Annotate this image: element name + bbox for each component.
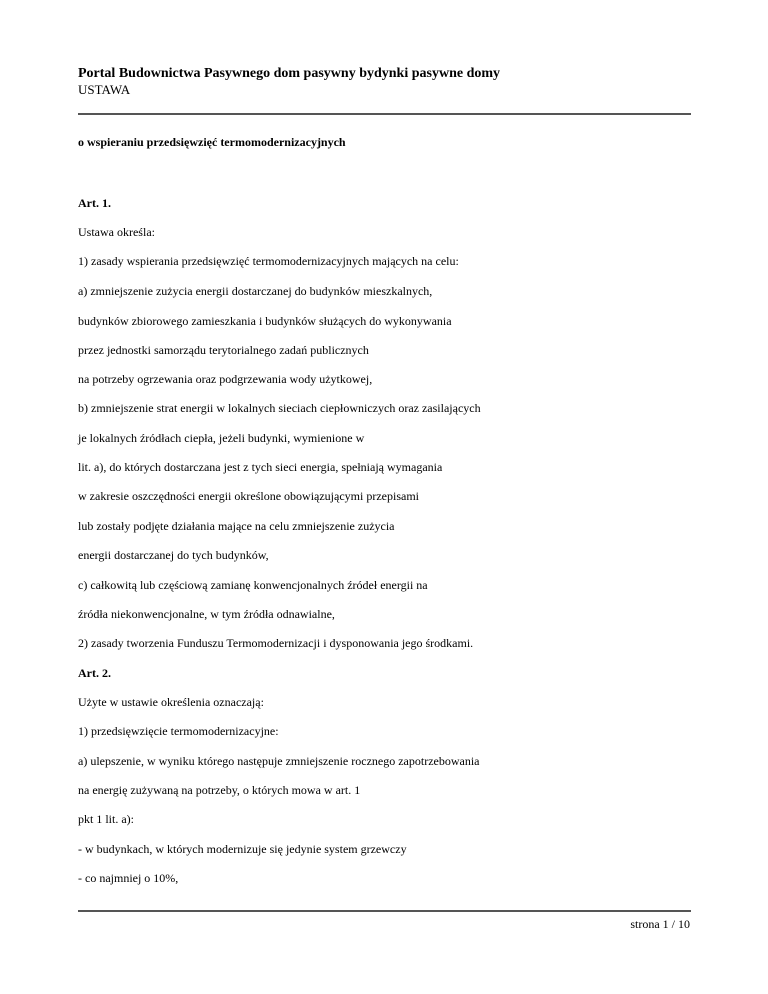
- header-subtitle: USTAWA: [78, 82, 131, 97]
- paragraph-line: przez jednostki samorządu terytorialnego zadań publicznych: [78, 343, 369, 357]
- paragraph-line: b) zmniejszenie strat energii w lokalnych sieciach ciepłowniczych oraz zasilających: [78, 401, 481, 415]
- paragraph-line: - w budynkach, w których modernizuje się jedynie system grzewczy: [78, 842, 407, 856]
- paragraph-line: Ustawa określa:: [78, 225, 155, 239]
- paragraph-line: Użyte w ustawie określenia oznaczają:: [78, 695, 264, 709]
- paragraph-line: 1) przedsięwzięcie termomodernizacyjne:: [78, 724, 279, 738]
- paragraph-line: na potrzeby ogrzewania oraz podgrzewania wody użytkowej,: [78, 372, 373, 386]
- paragraph-line: - co najmniej o 10%,: [78, 871, 179, 885]
- paragraph-line: a) ulepszenie, w wyniku którego następuje zmniejszenie rocznego zapotrzebowania: [78, 754, 480, 768]
- paragraph-line: lit. a), do których dostarczana jest z tych sieci energia, spełniają wymagania: [78, 460, 443, 474]
- paragraph-line: pkt 1 lit. a):: [78, 812, 134, 826]
- paragraph-line: 2) zasady tworzenia Funduszu Termomodernizacji i dysponowania jego środkami.: [78, 636, 474, 650]
- paragraph-line: w zakresie oszczędności energii określone obowiązującymi przepisami: [78, 489, 419, 503]
- paragraph-line: na energię zużywaną na potrzeby, o których mowa w art. 1: [78, 783, 361, 797]
- header-divider: [78, 113, 691, 115]
- article-heading: Art. 2.: [78, 666, 111, 680]
- paragraph-line: źródła niekonwencjonalne, w tym źródła odnawialne,: [78, 607, 335, 621]
- article-heading: Art. 1.: [78, 196, 111, 210]
- paragraph-line: a) zmniejszenie zużycia energii dostarczanej do budynków mieszkalnych,: [78, 284, 433, 298]
- paragraph-line: je lokalnych źródłach ciepła, jeżeli budynki, wymienione w: [78, 431, 365, 445]
- page-number: strona 1 / 10: [630, 917, 690, 931]
- header-title: Portal Budownictwa Pasywnego dom pasywny bydynki pasywne domy: [78, 66, 501, 81]
- footer-divider: [78, 910, 691, 912]
- paragraph-line: budynków zbiorowego zamieszkania i budynków służących do wykonywania: [78, 314, 452, 328]
- paragraph-line: 1) zasady wspierania przedsięwzięć termomodernizacyjnych mających na celu:: [78, 254, 459, 268]
- paragraph-line: energii dostarczanej do tych budynków,: [78, 548, 269, 562]
- paragraph-line: lub zostały podjęte działania mające na celu zmniejszenie zużycia: [78, 519, 395, 533]
- document-heading: o wspieraniu przedsięwzięć termomodernizacyjnych: [78, 135, 346, 149]
- paragraph-line: c) całkowitą lub częściową zamianę konwencjonalnych źródeł energii na: [78, 578, 428, 592]
